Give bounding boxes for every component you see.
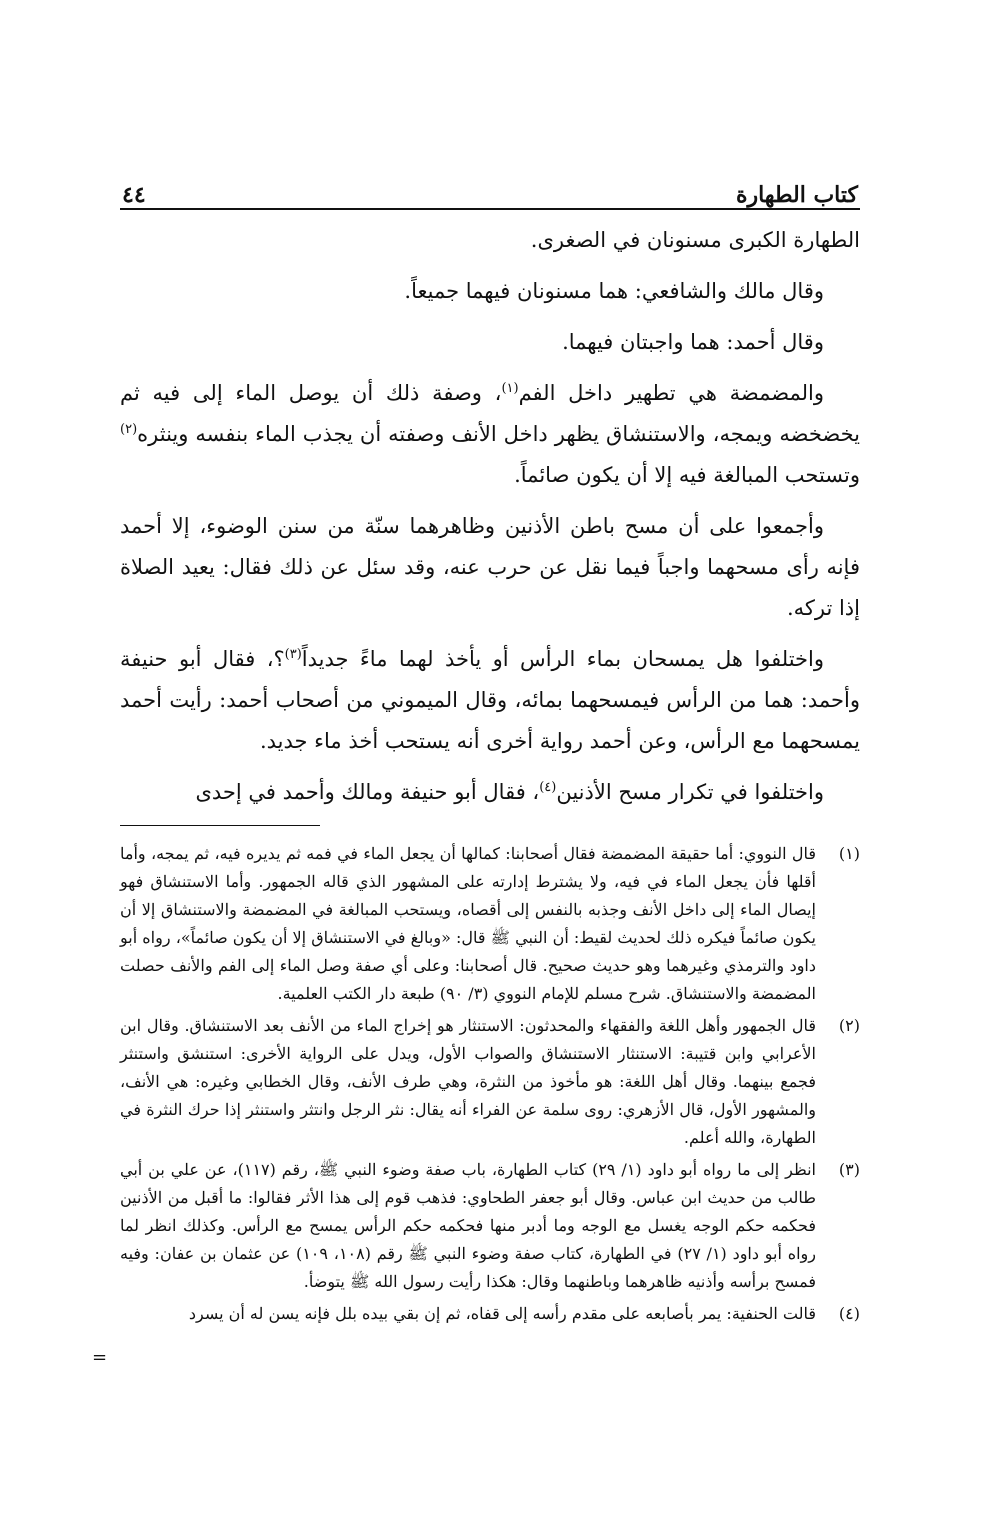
paragraph-text: واختلفوا في تكرار مسح الأذنين xyxy=(556,780,824,804)
footnote xyxy=(120,840,860,1008)
footnote-number: (٢) xyxy=(838,1016,860,1035)
paragraph-text: والمضمضة هي تطهير داخل الفم xyxy=(518,381,824,405)
paragraph-text: ، فقال أبو حنيفة ومالك وأحمد في إحدى xyxy=(195,780,540,804)
footnote-ref[interactable]: (٢) xyxy=(120,422,138,437)
footnotes xyxy=(120,840,860,1328)
paragraph-text: واختلفوا هل يمسحان بماء الرأس أو يأخذ لهما ماءً جديداً xyxy=(301,647,824,671)
footnote xyxy=(120,1156,860,1296)
footnote-number: (٤) xyxy=(838,1304,860,1323)
footnote-text: انظر إلى ما رواه أبو داود (١/ ٢٩) كتاب الطهارة، باب صفة وضوء النبي ﷺ، رقم (١١٧)، عن علي بن أبي طالب من حديث ابن عباس. وقال أبو جعفر الطحاوي: فذهب قوم إلى هذا الأثر فقالوا: ما أقبل من الأذنين فحكمه حكم الوجه يغسل مع الوجه وما أدبر منها فحكمه حكم الرأس يمسح مع الرأس. وكذلك انظر لما رواه أبو داود (١/ ٢٧) في الطهارة، كتاب صفة وضوء النبي ﷺ رقم (١٠٨، ١٠٩) عن عثمان بن عفان: وفيه فمسح برأسه وأذنيه ظاهرهما وباطنهما وقال: هكذا رأيت رسول الله ﷺ يتوضأ. xyxy=(120,1160,816,1291)
paragraph: وقال أحمد: هما واجبتان فيهما. xyxy=(562,330,824,354)
paragraph xyxy=(120,772,860,813)
footnote-text: قالت الحنفية: يمر بأصابعه على مقدم رأسه إلى قفاه، ثم إن بقي بيده بلل فإنه يسن له أن يسرد xyxy=(188,1304,816,1323)
footnote-text: قال النووي: أما حقيقة المضمضة فقال أصحابنا: كمالها أن يجعل الماء في فمه ثم يديره فيه، ثم يمجه، وأما أقلها فأن يجعل الماء في فيه، ولا يشترط إدارته على المشهور الذي قاله الجمهور. وأما الاستنشاق فهو إيصال الماء إلى داخل الأنف وجذبه بالنفس إلى أقصاه، ويستحب المبالغة في المضمضة والاستنشاق إلا أن يكون صائماً فيكره ذلك لحديث لقيط: أن النبي ﷺ قال: «وبالغ في الاستنشاق إلا أن يكون صائماً»، رواه أبو داود والترمذي وغيرهما وهو حديث صحيح. قال أصحابنا: وعلى أي صفة وصل الماء إلى الفم والأنف حصلت المضمضة والاستنشاق. شرح مسلم للإمام النووي (٣/ ٩٠) طبعة دار الكتب العلمية. xyxy=(120,844,816,1003)
continuation-mark: = xyxy=(92,1347,108,1368)
footnote-ref[interactable]: (٣) xyxy=(284,647,302,662)
running-header xyxy=(120,168,860,210)
footnote-ref[interactable]: (٤) xyxy=(539,780,557,795)
paragraph: وقال مالك والشافعي: هما مسنونان فيهما جميعاً. xyxy=(404,279,824,303)
page xyxy=(120,168,860,1332)
paragraph: الطهارة الكبرى مسنونان في الصغرى. xyxy=(530,228,860,252)
page-number: ٤٤ xyxy=(122,182,146,208)
footnote-number: (١) xyxy=(838,844,860,863)
footnote-text: قال الجمهور وأهل اللغة والفقهاء والمحدثون: الاستنثار هو إخراج الماء من الأنف بعد الاستنشاق. وقال ابن الأعرابي وابن قتيبة: الاستنثار الاستنشاق والصواب الأول، ويدل على الرواية الأخرى: استنشق واستنثر فجمع بينهما. وقال أهل اللغة: هو مأخوذ من النثرة، وهي طرف الأنف، وقال الخطابي وغيره: هي الأنف، والمشهور الأول، قال الأزهري: روى سلمة عن الفراء أنه يقال: نثر الرجل وانتثر واستنثر إذا حرك النثرة في الطهارة، والله أعلم. xyxy=(120,1016,817,1147)
footnote-number: (٣) xyxy=(838,1160,860,1179)
paragraph-text: ؟، فقال أبو حنيفة وأحمد: هما من الرأس فيمسحهما بمائه، وقال الميموني من أصحاب أحمد: رأيت أحمد يمسحهما مع الرأس، وعن أحمد رواية أخرى أنه يستحب أخذ ماء جديد. xyxy=(120,647,860,753)
footnote-separator xyxy=(120,825,320,826)
paragraph-text: ، وصفة ذلك أن يوصل الماء إلى فيه ثم يخضخضه ويمجه، والاستنشاق يظهر داخل الأنف وصفته أن يجذب الماء بنفسه وينثره xyxy=(120,381,860,446)
paragraph-text: وتستحب المبالغة فيه إلا أن يكون صائماً. xyxy=(514,463,860,487)
main-text xyxy=(120,220,860,813)
paragraph xyxy=(120,373,860,496)
book-title: كتاب الطهارة xyxy=(735,182,858,208)
footnote xyxy=(120,1012,860,1152)
footnote xyxy=(120,1300,860,1328)
paragraph: وأجمعوا على أن مسح باطن الأذنين وظاهرهما سنّة من سنن الوضوء، إلا أحمد فإنه رأى مسحهما واجباً فيما نقل عن حرب عنه، وقد سئل عن ذلك فقال: يعيد الصلاة إذا تركه. xyxy=(120,514,860,620)
paragraph xyxy=(120,639,860,762)
footnote-ref[interactable]: (١) xyxy=(501,381,519,396)
